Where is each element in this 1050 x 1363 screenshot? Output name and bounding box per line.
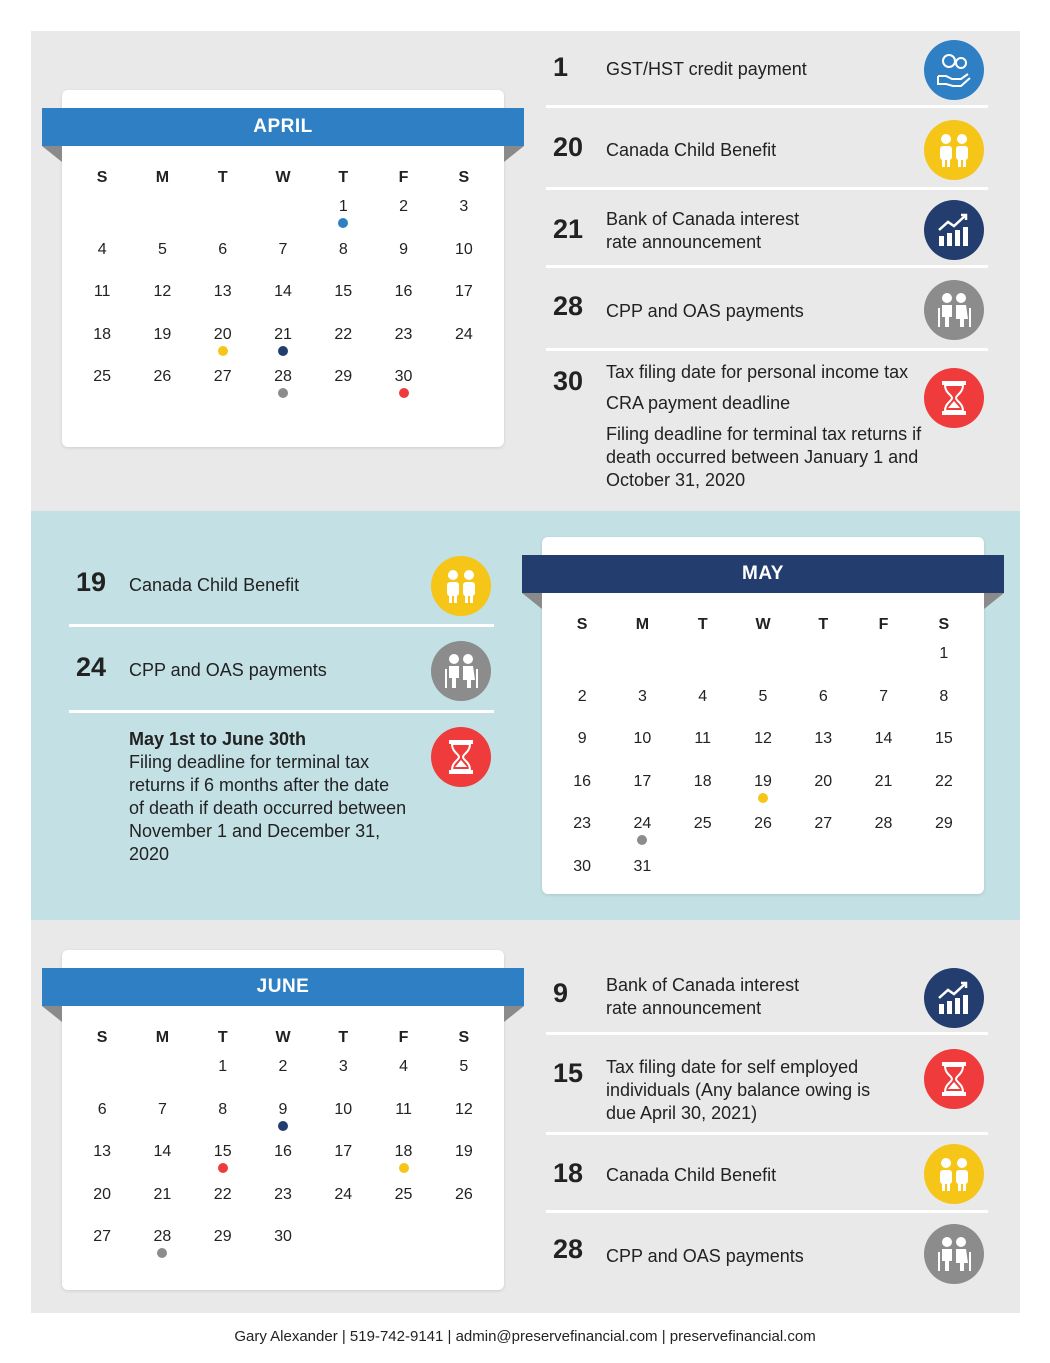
may-weekday-header: M [635,616,650,633]
june-weekday-header: F [398,1029,409,1046]
may-day-number: 3 [637,687,647,705]
june-weekday-header: M [155,1029,170,1046]
may-day-cell [673,726,733,769]
june-day-cell [373,1139,433,1182]
may-day-cell [552,726,612,769]
april-day-number: 3 [459,198,469,215]
june-event-line: Tax filing date for self employed individuals (Any balance owing is due April 30, 2021) [606,1057,871,1123]
april-day-number: 14 [274,283,292,300]
april-day-number: 29 [334,368,353,385]
june-weekday-header: T [338,1029,349,1046]
april-day-number: 25 [93,368,112,385]
april-event-dot [399,388,409,398]
april-event-description [606,361,926,492]
april-event-line: Filing deadline for terminal tax returns if death occurred between January 1 and October 31, 2020 [606,424,922,490]
may-day-number: 19 [754,772,772,790]
april-day-number: 20 [213,325,232,343]
june-day-cell [434,1097,494,1140]
april-day-cell [434,322,494,365]
april-event-description [606,208,926,254]
may-weekday-header: T [697,616,708,633]
hand-money-icon [924,40,984,100]
april-day-cell [72,279,132,322]
may-day-cell [612,769,672,812]
may-day-cell [612,684,672,727]
may-day-cell [552,811,612,854]
may-day-cell [914,726,974,769]
april-day-cell [373,364,433,407]
may-weekday-header: S [938,616,950,633]
june-event-description [606,1245,896,1268]
june-day-cell [313,1139,373,1182]
april-day-number: 11 [93,283,111,300]
april-event-line: Tax filing date for personal income tax [606,362,909,382]
bank-chart-icon [924,968,984,1028]
april-day-number: 26 [153,368,172,385]
may-empty-cell [673,641,733,684]
may-day-number: 12 [754,730,772,747]
june-day-cell [373,1054,433,1097]
april-day-cell [193,364,253,407]
may-empty-cell [853,641,913,684]
may-day-number: 28 [874,815,893,832]
may-event-day: 24 [76,652,107,682]
june-event-line: rate announcement [606,998,762,1018]
april-weekday-header: F [398,169,409,186]
family-icon [924,120,984,180]
hourglass-icon [924,368,984,428]
april-day-number: 8 [338,240,348,258]
june-day-cell [72,1182,132,1225]
june-day-cell [313,1097,373,1140]
april-event-description [606,139,926,162]
may-empty-cell [733,641,793,684]
june-event-description [606,1056,896,1125]
may-weekday-header: T [818,616,829,633]
june-event-divider [546,1032,988,1035]
april-day-number: 16 [394,283,413,300]
april-day-number: 4 [97,240,107,258]
may-event-day: 19 [76,567,107,597]
april-event-line: GST/HST credit payment [606,59,807,79]
april-event-day: 1 [553,52,569,82]
june-day-number: 17 [334,1143,353,1160]
family-icon [431,556,491,616]
april-day-cell [434,279,494,322]
may-calendar-grid [552,609,974,896]
april-event-dot [278,346,288,356]
april-day-number: 22 [334,325,353,343]
june-day-cell [193,1139,253,1182]
june-event-day: 18 [553,1158,584,1188]
family-icon [924,1144,984,1204]
april-day-cell [373,237,433,280]
may-calendar [542,537,984,894]
april-day-number: 17 [454,283,473,300]
april-day-cell [253,279,313,322]
april-day-number: 30 [394,368,413,385]
april-day-cell [72,322,132,365]
june-day-number: 11 [395,1100,412,1118]
may-day-cell [793,726,853,769]
june-day-number: 23 [274,1185,292,1203]
may-day-number: 9 [577,730,587,747]
may-event-line: Canada Child Benefit [129,575,300,595]
april-day-number: 19 [153,325,172,343]
june-event-dot [218,1163,228,1173]
april-event-dot [278,388,288,398]
april-event-day: 21 [553,214,584,244]
may-day-cell [733,684,793,727]
june-day-number: 6 [97,1100,107,1118]
april-day-cell [313,237,373,280]
may-day-number: 6 [818,687,828,705]
june-event-divider [546,1132,988,1135]
may-day-number: 23 [573,815,592,832]
may-day-cell [612,811,672,854]
april-calendar [62,90,504,447]
may-day-number: 31 [633,857,652,875]
april-day-cell [72,364,132,407]
april-day-cell [72,237,132,280]
may-day-number: 16 [573,772,592,790]
april-empty-cell [193,194,253,237]
june-day-cell [434,1054,494,1097]
may-day-number: 7 [879,687,889,705]
may-day-number: 4 [698,687,708,705]
june-day-cell [253,1182,313,1225]
may-empty-cell [552,641,612,684]
may-day-cell [552,854,612,897]
june-weekday-header: S [458,1029,470,1046]
june-day-number: 4 [399,1058,409,1075]
may-day-number: 13 [814,730,833,747]
april-day-cell [313,279,373,322]
april-event-divider [546,187,988,190]
april-empty-cell [132,194,192,237]
april-event-description [606,300,926,323]
may-day-number: 22 [934,772,953,790]
april-day-cell [193,279,253,322]
june-day-number: 30 [274,1228,292,1245]
june-day-cell [313,1054,373,1097]
june-day-cell [253,1224,313,1267]
april-day-cell [132,237,192,280]
june-day-cell [373,1182,433,1225]
june-day-cell [132,1097,192,1140]
june-day-number: 20 [93,1185,112,1203]
april-event-dot [338,218,348,228]
june-weekday-header: W [275,1029,291,1046]
april-day-cell [313,364,373,407]
may-day-cell [612,726,672,769]
april-day-number: 15 [334,283,353,300]
may-weekday-header: F [878,616,889,633]
june-day-number: 13 [93,1143,112,1160]
may-day-cell [733,811,793,854]
june-day-cell [253,1054,313,1097]
june-event-day: 28 [553,1234,584,1264]
april-day-cell [373,322,433,365]
april-calendar-grid [72,162,494,407]
april-event-day: 28 [553,291,584,321]
may-event-dot [637,835,647,845]
may-day-number: 14 [874,730,893,747]
june-calendar-title: JUNE [42,968,524,1006]
june-day-number: 3 [338,1058,348,1075]
june-event-line: Canada Child Benefit [606,1165,777,1185]
may-event-line: Filing deadline for terminal tax returns if 6 months after the date of death if death occurred between November 1 and December 31, 2020 [129,752,407,864]
june-weekday-header: S [96,1029,108,1046]
may-day-number: 15 [934,730,953,747]
april-event-divider [546,105,988,108]
june-day-cell [193,1182,253,1225]
april-day-number: 13 [213,283,232,300]
may-day-number: 21 [874,772,893,790]
april-day-cell [253,237,313,280]
april-event-day: 30 [553,366,584,396]
may-day-cell [853,726,913,769]
april-day-number: 28 [274,368,292,385]
may-day-number: 27 [814,815,833,832]
may-day-cell [914,641,974,684]
april-event-line: CRA payment deadline [606,393,791,413]
june-day-cell [132,1224,192,1267]
june-day-number: 19 [454,1143,473,1160]
april-day-cell [193,322,253,365]
june-day-number: 25 [394,1185,413,1203]
april-day-cell [253,364,313,407]
june-day-number: 28 [153,1228,172,1245]
june-calendar [62,950,504,1290]
april-day-number: 12 [153,283,172,300]
june-day-cell [434,1139,494,1182]
june-event-divider [546,1210,988,1213]
june-day-cell [72,1224,132,1267]
may-day-cell [853,769,913,812]
june-day-number: 8 [218,1100,228,1118]
april-day-number: 1 [338,198,348,215]
seniors-icon [924,280,984,340]
april-day-cell [193,237,253,280]
june-day-cell [434,1182,494,1225]
may-day-number: 18 [693,772,712,790]
june-day-number: 5 [459,1058,469,1075]
april-day-number: 24 [454,325,473,343]
june-event-line: Bank of Canada interest [606,975,800,995]
june-event-dot [157,1248,167,1258]
april-event-day: 20 [553,132,584,162]
june-day-number: 29 [213,1228,232,1245]
may-day-number: 25 [693,815,712,832]
june-event-dot [399,1163,409,1173]
april-day-cell [373,279,433,322]
may-empty-cell [793,641,853,684]
april-event-line: Bank of Canada interest [606,209,800,229]
june-day-cell [373,1097,433,1140]
june-empty-cell [132,1054,192,1097]
april-day-cell [313,194,373,237]
april-day-cell [132,364,192,407]
april-day-cell [434,237,494,280]
june-empty-cell [72,1054,132,1097]
may-day-cell [793,684,853,727]
april-event-description [606,58,926,81]
april-event-line: rate announcement [606,232,762,252]
may-day-number: 30 [573,857,592,875]
june-calendar-grid [72,1022,494,1267]
april-day-number: 10 [454,240,473,258]
june-event-day: 9 [553,978,569,1008]
april-day-number: 9 [399,240,409,258]
april-weekday-header: M [155,169,170,186]
april-event-divider [546,348,988,351]
june-event-description [606,974,896,1020]
seniors-icon [924,1224,984,1284]
may-day-number: 1 [939,645,949,662]
april-day-cell [132,322,192,365]
april-day-cell [434,194,494,237]
bank-chart-icon [924,200,984,260]
may-day-cell [673,769,733,812]
june-day-cell [193,1097,253,1140]
june-day-number: 1 [218,1058,228,1075]
seniors-icon [431,641,491,701]
june-day-number: 14 [153,1143,172,1160]
hourglass-icon [924,1049,984,1109]
april-empty-cell [253,194,313,237]
april-event-dot [218,346,228,356]
june-day-number: 10 [334,1100,353,1118]
june-day-number: 2 [278,1058,288,1075]
may-event-dot [758,793,768,803]
may-day-cell [853,684,913,727]
april-day-number: 6 [218,240,228,258]
may-day-number: 17 [633,772,652,790]
may-day-cell [552,684,612,727]
april-day-cell [253,322,313,365]
june-day-number: 16 [274,1143,292,1160]
may-weekday-header: S [576,616,588,633]
may-day-number: 5 [758,687,768,705]
may-event-divider [69,624,494,627]
april-event-line: Canada Child Benefit [606,140,777,160]
hourglass-icon [431,727,491,787]
may-day-cell [552,769,612,812]
may-day-cell [673,811,733,854]
june-day-cell [253,1139,313,1182]
june-day-cell [193,1054,253,1097]
june-day-number: 7 [157,1100,167,1118]
may-event-divider [69,710,494,713]
june-day-number: 26 [454,1185,473,1203]
june-event-day: 15 [553,1058,584,1088]
june-day-cell [72,1139,132,1182]
april-day-cell [313,322,373,365]
june-day-number: 15 [213,1143,232,1160]
may-event-description [129,659,409,682]
june-day-number: 27 [93,1228,112,1245]
may-event-description [129,574,409,597]
may-event-line: CPP and OAS payments [129,660,327,680]
april-calendar-title: APRIL [42,108,524,146]
june-day-number: 22 [213,1185,232,1203]
june-weekday-header: T [217,1029,228,1046]
may-weekday-header: W [755,616,771,633]
may-day-cell [733,769,793,812]
april-day-number: 5 [157,240,167,258]
june-event-description [606,1164,896,1187]
june-day-cell [253,1097,313,1140]
june-day-cell [193,1224,253,1267]
june-event-dot [278,1121,288,1131]
footer-contact: Gary Alexander | 519-742-9141 | admin@preservefinancial.com | preservefinancial.com [234,1328,816,1345]
may-day-number: 29 [934,815,953,832]
april-day-number: 27 [213,368,232,385]
may-day-number: 20 [814,772,833,790]
april-weekday-header: T [338,169,349,186]
june-day-cell [72,1097,132,1140]
april-event-line: CPP and OAS payments [606,301,804,321]
april-day-number: 7 [278,240,288,258]
june-day-number: 18 [394,1143,413,1160]
april-day-number: 2 [399,198,409,215]
april-day-number: 23 [394,325,413,343]
may-day-cell [914,769,974,812]
may-day-number: 10 [633,730,652,747]
may-event-description [129,728,409,866]
may-calendar-title: MAY [522,555,1004,593]
may-day-cell [793,769,853,812]
may-day-number: 8 [939,687,949,705]
may-event-heading: May 1st to June 30th [129,729,307,749]
june-day-cell [313,1182,373,1225]
june-day-cell [132,1139,192,1182]
april-weekday-header: S [96,169,108,186]
april-day-cell [373,194,433,237]
may-day-cell [733,726,793,769]
april-day-number: 18 [93,325,112,343]
april-day-cell [132,279,192,322]
may-day-cell [914,811,974,854]
june-day-cell [132,1182,192,1225]
may-day-cell [673,684,733,727]
may-day-cell [853,811,913,854]
april-weekday-header: T [217,169,228,186]
may-empty-cell [612,641,672,684]
april-weekday-header: W [275,169,291,186]
may-day-cell [612,854,672,897]
april-weekday-header: S [458,169,470,186]
june-day-number: 9 [278,1100,288,1118]
april-event-divider [546,265,988,268]
may-day-number: 26 [754,815,772,832]
may-day-number: 2 [577,687,587,705]
june-day-number: 21 [153,1185,172,1203]
april-empty-cell [72,194,132,237]
april-day-number: 21 [274,325,292,343]
june-event-line: CPP and OAS payments [606,1246,804,1266]
may-day-cell [793,811,853,854]
may-day-cell [914,684,974,727]
may-day-number: 24 [633,815,652,832]
may-day-number: 11 [694,730,711,747]
june-day-number: 24 [334,1185,353,1203]
june-day-number: 12 [454,1100,473,1118]
